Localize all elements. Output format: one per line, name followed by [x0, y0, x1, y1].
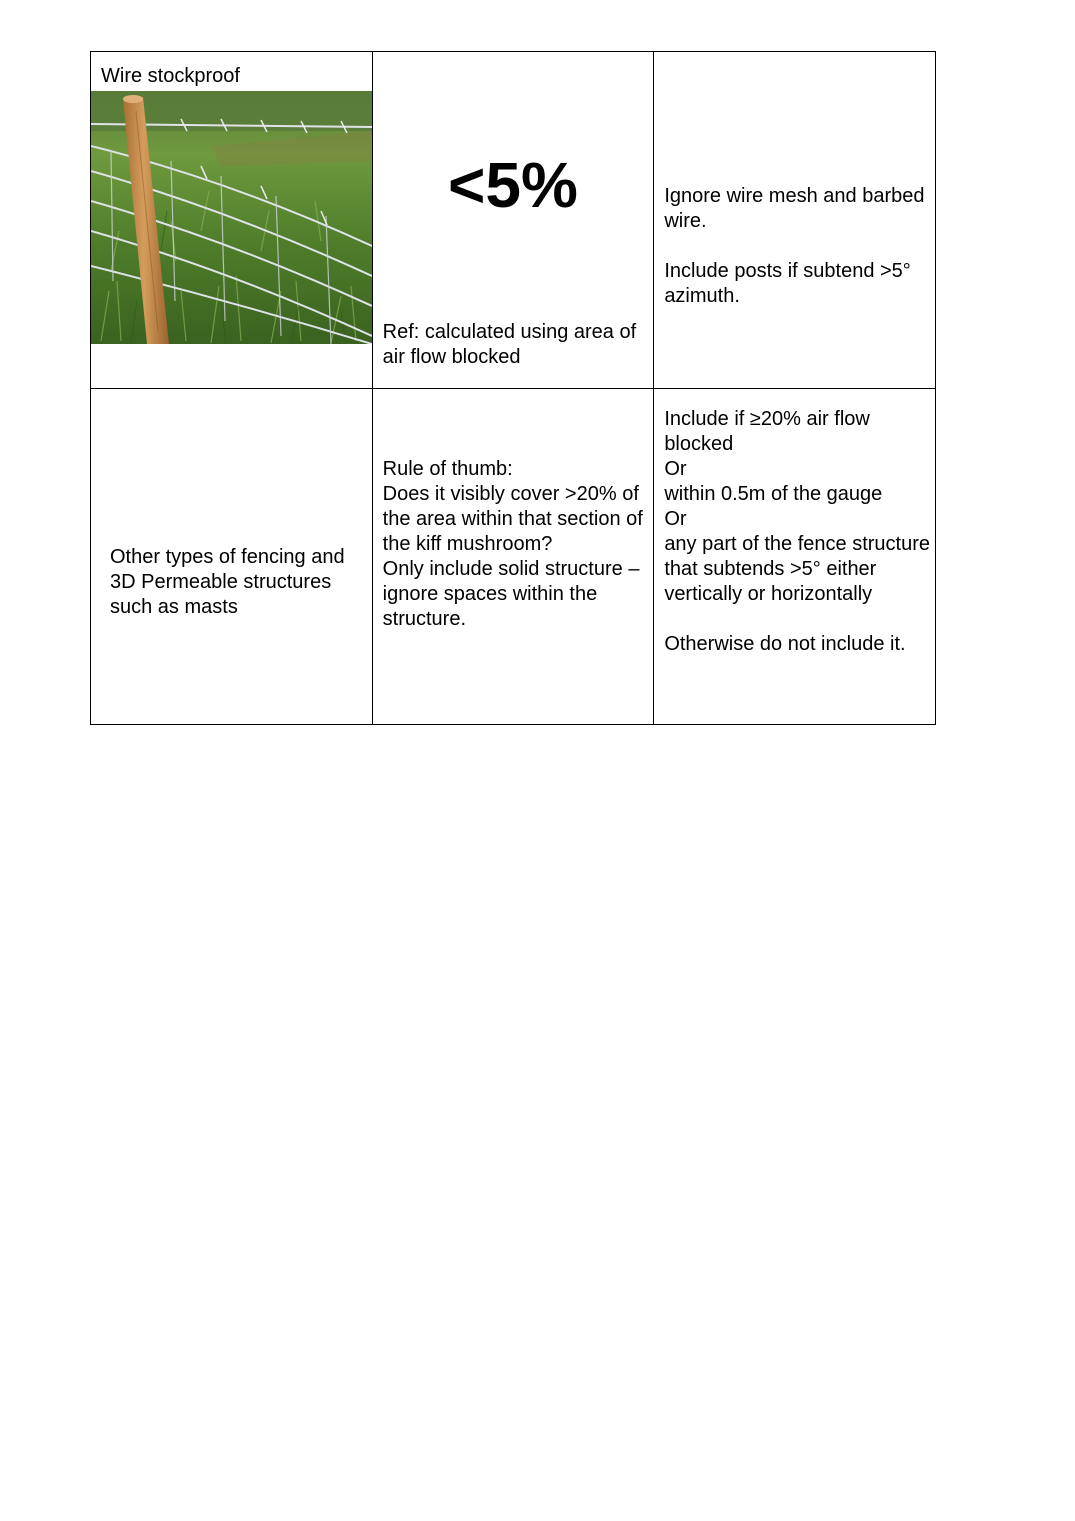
criteria-line: within 0.5m of the gauge	[664, 483, 883, 505]
table-row	[91, 52, 936, 389]
criteria-line: any part of the fence structure that subtends >5° either vertically or horizontally	[664, 533, 931, 605]
rule-line: Rule of thumb:	[382, 458, 513, 480]
reference-note: Ref: calculated using area of air flow blocked	[382, 321, 637, 368]
otherwise-note: Otherwise do not include it.	[664, 633, 906, 655]
guidance-cell	[654, 52, 936, 389]
criteria-line: Or	[664, 508, 687, 530]
obstacle-type-cell	[91, 52, 373, 389]
rule-of-thumb-cell	[372, 389, 654, 725]
guidance-note: Include posts if subtend >5° azimuth.	[664, 260, 911, 307]
obstacle-type-label: Other types of fencing and 3D Permeable structures such as masts	[110, 546, 345, 618]
inclusion-criteria	[664, 407, 931, 657]
criteria-table	[90, 51, 936, 725]
rule-line: Only include solid structure – ignore spaces within the structure.	[382, 558, 640, 630]
criteria-line: Or	[664, 458, 687, 480]
table-row	[91, 389, 936, 725]
criteria-line: Include if ≥20% air flow blocked	[664, 408, 870, 455]
rule-of-thumb-text	[383, 457, 650, 632]
wire-fence-photo	[91, 91, 372, 344]
rule-line: Does it visibly cover >20% of the area within that section of the kiff mushroom?	[382, 483, 643, 555]
threshold-cell	[372, 52, 654, 389]
guidance-note: Ignore wire mesh and barbed wire.	[664, 185, 925, 232]
obstacle-type-label: Wire stockproof	[101, 65, 240, 87]
obstacle-type-cell	[91, 389, 373, 725]
guidance-cell	[654, 389, 936, 725]
threshold-value: <5%	[448, 149, 578, 221]
